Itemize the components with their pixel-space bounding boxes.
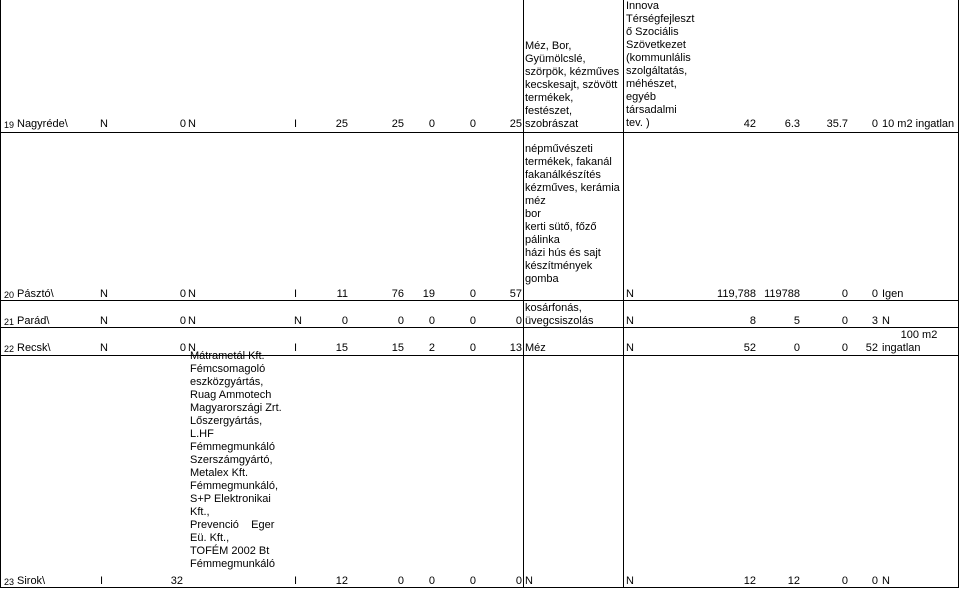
companies-cell: Mátrametál Kft. Fémcsomagoló eszközgyártás, Ruag Ammotech Magyarországi Zrt. Lőszergyártás, L.HF Fémmegmunkáló Szerszámgyártó, Metalex Kft. Fémmegmunkáló, S+P Elektronikai Kft., Prevenció Eger Eü. Kft., TOFÉM 2002 Bt Fémmegmunkáló bbox=[190, 350, 282, 570]
cell-n5: 0 bbox=[515, 575, 522, 587]
cell-a: N bbox=[100, 315, 108, 327]
cell-b: 32 bbox=[170, 575, 183, 587]
row-divider bbox=[0, 355, 959, 356]
organization-cell: Innova Térségfejleszt ő Szociális Szövetkezet (kommunlális szolgáltatás, méhészet, egyéb társadalmi tev. ) bbox=[626, 0, 695, 129]
cell-b: 0 bbox=[179, 288, 186, 300]
cell-n3: 0 bbox=[428, 575, 435, 587]
cell-n5: 0 bbox=[515, 315, 522, 327]
cell-v3: 35.7 bbox=[826, 118, 848, 130]
cell-n4: 0 bbox=[469, 342, 476, 354]
cell-c: N bbox=[188, 118, 196, 130]
cell-v1: 52 bbox=[743, 342, 756, 354]
note-cell: 10 m2 ingatlan bbox=[882, 118, 955, 130]
cell-v2: 5 bbox=[793, 315, 800, 327]
cell-n1: 12 bbox=[335, 575, 348, 587]
cell-a: N bbox=[100, 288, 108, 300]
cell-d: I bbox=[294, 288, 298, 300]
products-cell: Méz, Bor, Gyümölcslé, szörpök, kézműves kecskesajt, szövött termékek, festészet, szobrászat bbox=[525, 40, 620, 130]
row-number: 22 bbox=[4, 344, 15, 354]
cell-n1: 11 bbox=[336, 288, 348, 300]
row-number: 19 bbox=[4, 120, 15, 130]
cell-n2: 0 bbox=[397, 315, 404, 327]
cell-v4: 0 bbox=[871, 288, 878, 300]
cell-n4: 0 bbox=[469, 575, 476, 587]
cell-v3: 0 bbox=[841, 288, 848, 300]
products-cell: N bbox=[525, 575, 533, 587]
cell-c: N bbox=[188, 342, 196, 354]
cell-v4: 52 bbox=[865, 342, 878, 354]
row-number: 23 bbox=[4, 577, 15, 587]
cell-v1: 42 bbox=[743, 118, 756, 130]
cell-v4: 3 bbox=[871, 315, 878, 327]
cell-v2: 119788 bbox=[764, 288, 800, 300]
cell-n2: 76 bbox=[391, 288, 404, 300]
column-divider bbox=[623, 0, 624, 588]
cell-v2: 0 bbox=[793, 342, 800, 354]
note-cell: Igen bbox=[882, 288, 904, 300]
row-number: 20 bbox=[4, 290, 15, 300]
cell-a: N bbox=[100, 118, 108, 130]
cell-n1: 25 bbox=[335, 118, 348, 130]
cell-n2: 0 bbox=[397, 575, 404, 587]
organization-cell: N bbox=[626, 342, 634, 354]
cell-n4: 0 bbox=[469, 118, 476, 130]
settlement-name: Pásztó\ bbox=[17, 288, 54, 300]
cell-n3: 19 bbox=[422, 288, 435, 300]
cell-d: N bbox=[294, 315, 302, 327]
row-number: 21 bbox=[4, 317, 15, 327]
cell-v2: 6.3 bbox=[784, 118, 800, 130]
cell-n5: 13 bbox=[509, 342, 522, 354]
organization-cell: N bbox=[626, 315, 634, 327]
cell-n3: 0 bbox=[428, 315, 435, 327]
cell-v4: 0 bbox=[871, 575, 878, 587]
cell-n2: 25 bbox=[391, 118, 404, 130]
note-cell: N bbox=[882, 575, 890, 587]
cell-v4: 0 bbox=[871, 118, 878, 130]
cell-n1: 0 bbox=[341, 315, 348, 327]
note-cell: 100 m2 ingatlan bbox=[882, 329, 938, 354]
cell-v3: 0 bbox=[841, 315, 848, 327]
cell-n2: 15 bbox=[391, 342, 404, 354]
settlement-name: Recsk\ bbox=[17, 342, 51, 354]
cell-v2: 12 bbox=[787, 575, 800, 587]
cell-n4: 0 bbox=[469, 315, 476, 327]
cell-v3: 0 bbox=[841, 342, 848, 354]
column-divider bbox=[0, 0, 1, 588]
cell-d: I bbox=[294, 118, 298, 130]
row-divider bbox=[0, 132, 959, 133]
cell-n5: 57 bbox=[509, 288, 522, 300]
cell-b: 0 bbox=[179, 342, 186, 354]
settlement-name: Nagyréde\ bbox=[17, 118, 68, 130]
cell-n3: 0 bbox=[428, 118, 435, 130]
cell-a: N bbox=[100, 342, 108, 354]
cell-c: N bbox=[188, 288, 196, 300]
settlement-name: Sirok\ bbox=[17, 575, 46, 587]
cell-d: I bbox=[294, 575, 298, 587]
cell-v1: 12 bbox=[743, 575, 756, 587]
cell-b: 0 bbox=[179, 315, 186, 327]
cell-n3: 2 bbox=[428, 342, 435, 354]
products-cell: Méz bbox=[525, 342, 546, 354]
cell-c: N bbox=[188, 315, 196, 327]
cell-n5: 25 bbox=[509, 118, 522, 130]
cell-a: I bbox=[100, 575, 104, 587]
cell-n1: 15 bbox=[335, 342, 348, 354]
cell-d: I bbox=[294, 342, 298, 354]
cell-n4: 0 bbox=[469, 288, 476, 300]
cell-v1: 8 bbox=[749, 315, 756, 327]
organization-cell: N bbox=[626, 288, 634, 300]
settlement-name: Parád\ bbox=[17, 315, 50, 327]
cell-b: 0 bbox=[179, 118, 186, 130]
products-cell: kosárfonás, üvegcsiszolás bbox=[525, 302, 594, 327]
cell-v1: 119,788 bbox=[717, 288, 756, 300]
cell-v3: 0 bbox=[841, 575, 848, 587]
column-divider bbox=[523, 0, 524, 588]
note-cell: N bbox=[882, 315, 890, 327]
products-cell: népművészeti termékek, fakanál fakanálkészítés kézműves, kerámia méz bor kerti sütő, főző pálinka házi hús és sajt készítmények gomba bbox=[525, 143, 620, 285]
organization-cell: N bbox=[626, 575, 634, 587]
